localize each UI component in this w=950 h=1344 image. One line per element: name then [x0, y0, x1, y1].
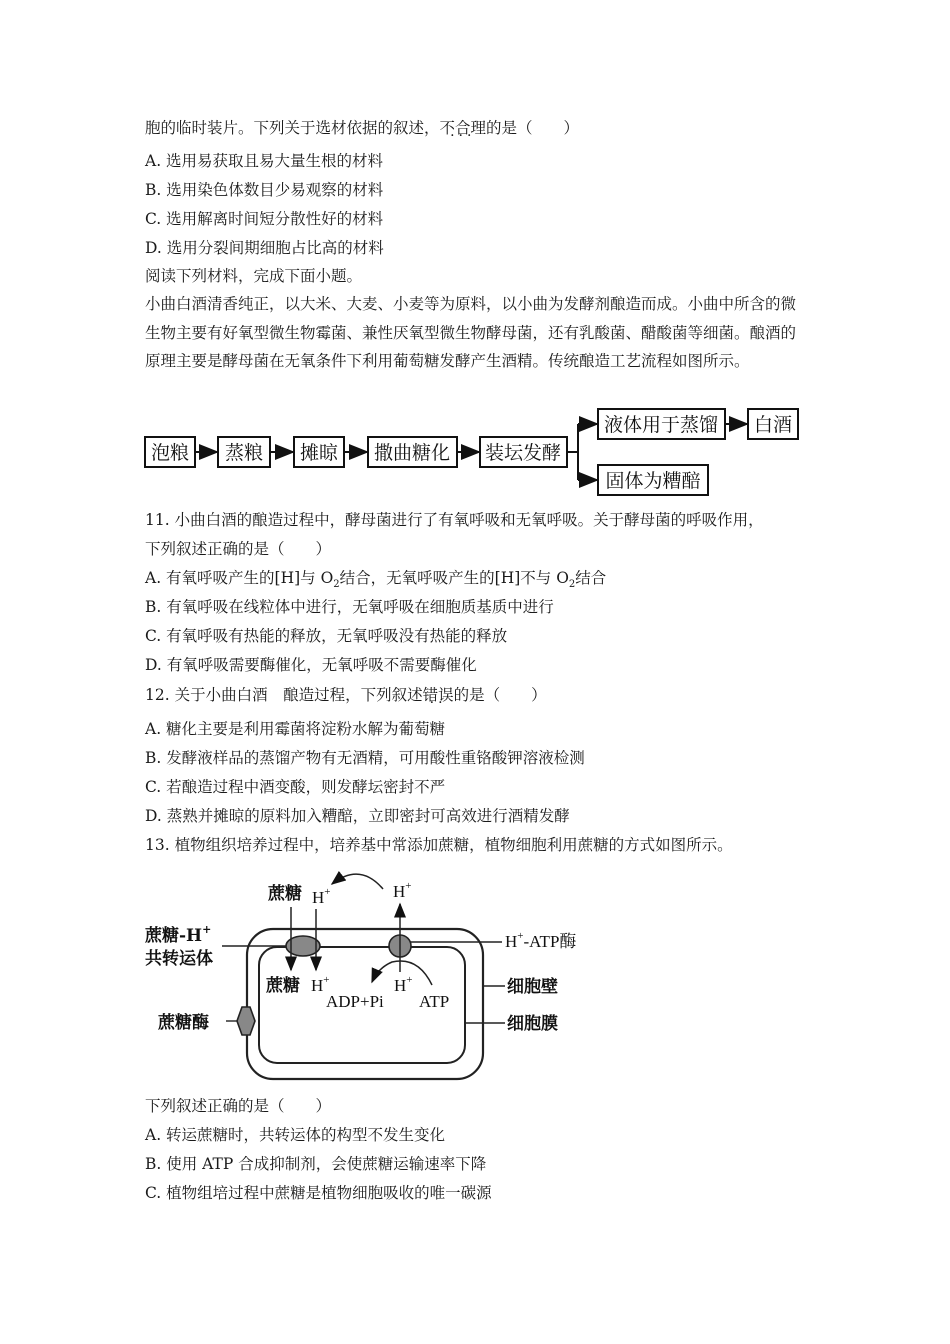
q10-stem-post: 的是（ ） [486, 119, 580, 137]
flow-box-2 [218, 437, 270, 467]
q13-stem: 13. 植物组织培养过程中，培养基中常添加蔗糖，植物细胞利用蔗糖的方式如图所示。 [145, 836, 733, 854]
flow-box-1 [145, 437, 195, 467]
flow-step-5: 装坛发酵 [484, 442, 562, 464]
atpase-shape [389, 935, 411, 957]
flow-step-4: 撒曲糖化 [373, 442, 451, 464]
q10-option-d: D. 选用分裂间期细胞占比高的材料 [145, 239, 384, 257]
atpase-label: H+-ATP酶 [505, 930, 577, 951]
q13-option-a: A. 转运蔗糖时，共转运体的构型不发生变化 [145, 1126, 446, 1144]
sucrose-outside: 蔗糖 [268, 884, 302, 904]
invertase-shape [237, 1007, 255, 1035]
cotransporter-label-1: 蔗糖-H+ [145, 923, 212, 946]
q12-emphasis: 错误 ·· [423, 686, 454, 704]
q12-stem: 12. 关于小曲白酒 酿造过程，下列叙述错误 ··的是（ ） [145, 685, 547, 705]
q13-option-b: B. 使用 ATP 合成抑制剂，会使蔗糖运输速率下降 [145, 1155, 487, 1173]
h-outside-left: H+ [312, 886, 331, 907]
flow-branch-end: 白酒 [753, 414, 793, 436]
cotransporter-shape [286, 936, 320, 956]
h-inside-right: H+ [394, 974, 413, 995]
q12-option-b: B. 发酵液样品的蒸馏产物有无酒精，可用酸性重铬酸钾溶液检测 [145, 749, 585, 767]
h-inside-left: H+ [311, 974, 330, 995]
flow-step-3: 摊晾 [299, 442, 339, 464]
flow-branch-bottom: 固体为糟醅 [605, 470, 701, 492]
flow-box-bottom [598, 465, 708, 495]
q13-after: 下列叙述正确的是（ ） [145, 1097, 332, 1115]
q12-option-d: D. 蒸熟并摊晾的原料加入糟醅，立即密封可高效进行酒精发酵 [145, 807, 570, 825]
adp-label: ADP+Pi [326, 992, 384, 1011]
q10-stem [145, 118, 579, 138]
reading-passage: 小曲白酒清香纯正，以大米、大麦、小麦等为原料，以小曲为发酵剂酿造而成。小曲中所含的微生物主要有好氧型微生物霉菌、兼性厌氧型微生物酵母菌，还有乳酸菌、醋酸菌等细菌。酿酒的原理主要是酵母菌在无氧条件下利用葡萄糖发酵产生酒精。传统酿造工艺流程如图所示。 [145, 295, 797, 370]
q11-option-a: A. 有氧呼吸产生的[H]与 $O_2$结合，无氧呼吸产生的[H]不与 $O_2$结合 [145, 569, 607, 591]
flow-box-5 [480, 437, 567, 467]
flow-box-4 [368, 437, 457, 467]
flow-step-1: 泡粮 [150, 442, 190, 464]
flow-box-end [748, 409, 798, 439]
q11-option-b: B. 有氧呼吸在线粒体中进行，无氧呼吸在细胞质基质中进行 [145, 598, 554, 616]
q13-option-c: C. 植物组培过程中蔗糖是植物细胞吸收的唯一碳源 [145, 1184, 492, 1202]
flow-box-top [598, 409, 725, 439]
cell-wall-outline [247, 929, 483, 1079]
q12-option-c: C. 若酿造过程中酒变酸，则发酵坛密封不严 [145, 778, 446, 796]
q10-option-b: B. 选用染色体数目少易观察的材料 [145, 181, 384, 199]
q10-option-a: A. 选用易获取且易大量生根的材料 [145, 152, 384, 170]
q11-stem-2: 下列叙述正确的是（ ） [145, 540, 332, 558]
flow-branch-top: 液体用于蒸馏 [603, 414, 719, 436]
atp-label: ATP [419, 992, 450, 1011]
cell-diagram [222, 874, 505, 1079]
q11-option-c: C. 有氧呼吸有热能的释放，无氧呼吸没有热能的释放 [145, 627, 508, 645]
cotransporter-label-2: 共转运体 [145, 949, 213, 969]
q12-option-a: A. 糖化主要是利用霉菌将淀粉水解为葡萄糖 [145, 720, 446, 738]
cell-membrane-label: 细胞膜 [507, 1014, 558, 1034]
sucrose-inside: 蔗糖 [266, 976, 300, 996]
flow-step-2: 蒸粮 [224, 442, 264, 464]
q11-option-d: D. 有氧呼吸需要酶催化，无氧呼吸不需要酶催化 [145, 656, 477, 674]
cell-wall-label: 细胞壁 [507, 977, 558, 997]
q11-stem-1: 11. 小曲白酒的酿造过程中，酵母菌进行了有氧呼吸和无氧呼吸。关于酵母菌的呼吸作用， [145, 511, 764, 529]
invertase-label: 蔗糖酶 [158, 1013, 209, 1033]
q10-emphasis: 不合理 ··· [440, 119, 487, 137]
flow-box-3 [294, 437, 344, 467]
q10-stem-pre: 胞的临时装片。下列关于选材依据的叙述， [145, 119, 440, 137]
cell-membrane-outline [259, 947, 465, 1063]
q10-option-c: C. 选用解离时间短分散性好的材料 [145, 210, 384, 228]
reading-intro: 阅读下列材料，完成下面小题。 [145, 267, 363, 285]
h-outside-right: H+ [393, 880, 412, 901]
